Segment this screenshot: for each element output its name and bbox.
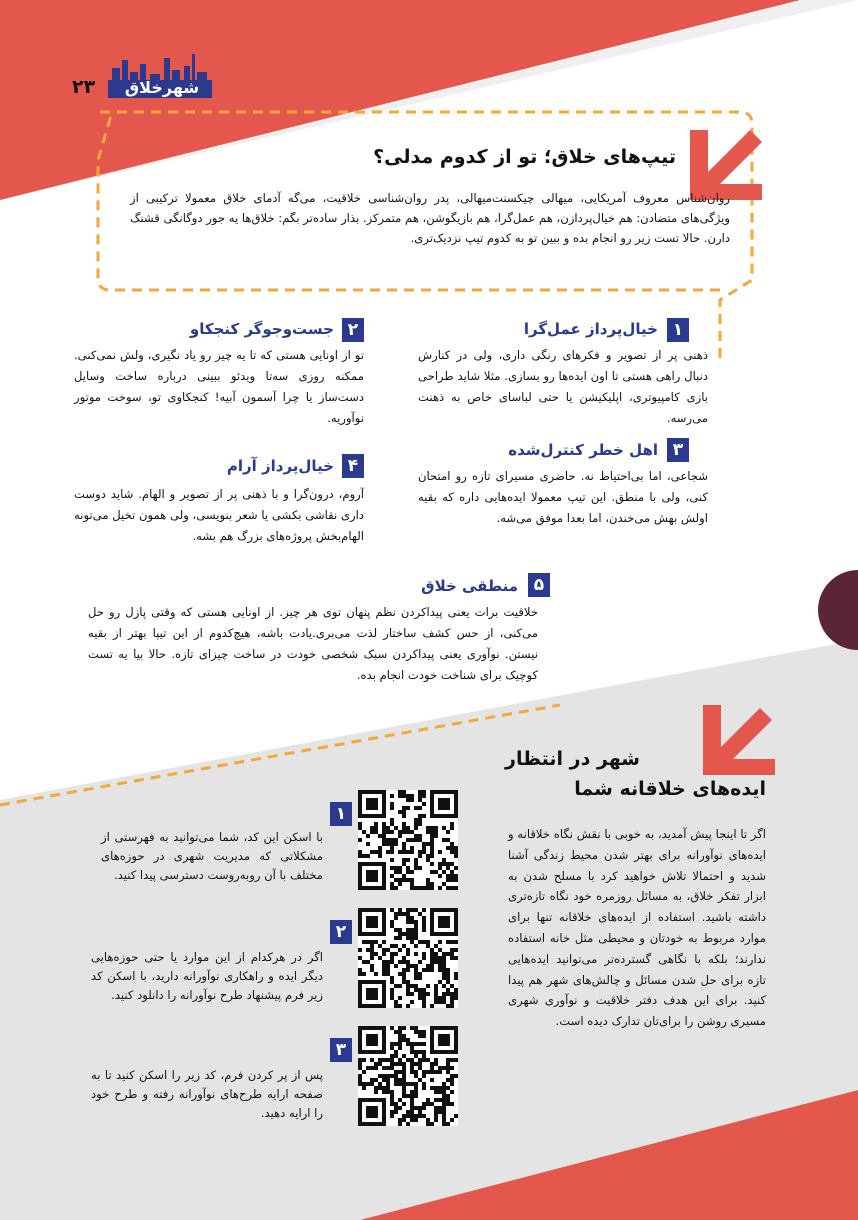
step-2-text: اگر در هرکدام از این موارد یا حتی حوزه‌هایی دیگر ایده و راهکاری نوآورانه دارید، با اسکن کد زیر فرم پیشنهاد طرح نوآورانه را دانلود کنید. [91,950,323,1002]
city-title-line2: ایده‌های خلاقانه شما [574,778,766,800]
type-3-number: ۳ [667,438,689,462]
type-1-number: ۱ [667,318,689,342]
type-1-title: خیال‌پرداز عمل‌گرا [523,320,658,338]
type-4-text: آروم، درون‌گرا و با ذهنی پر از تصویر و الهام. شاید دوست داری نقاشی بکشی یا شعر بنویسی، ولی همون تخیل می‌تونه الهام‌بخش پروژه‌های بزرگ هم بشه. [74,487,364,543]
page-number: ۲۳ [72,76,96,98]
step-3-number: ۳ [330,1038,352,1062]
type-3-title: اهل خطر کنترل‌شده [508,441,658,459]
step-3-text: پس از پر کردن فرم، کد زیر را اسکن کنید تا به صفحه ارایه طرح‌های نوآورانه رفته و طرح خود را ارایه دهید. [91,1068,323,1120]
qr-code-1[interactable] [358,790,458,890]
type-2-title: جست‌وجوگر کنجکاو [189,320,334,338]
type-5-text: خلاقیت برات یعنی پیداکردن نظم پنهان توی هر چیز. از اونایی هستی که وقتی پازل رو حل می‌کنی، از حس کشف ساختار لذت می‌بری.یادت باشه، هیچ‌کدوم از این تیپا بهتر از بقیه نیستن. نوآوری یعنی پیداکردن سبک شخصی خودت در ساخت چیزای تازه. حالا بیا یه تست کوچیک برای شناخت خودت انجام بده. [88,605,538,682]
type-2-number: ۲ [342,318,364,342]
city-body: اگر تا اینجا پیش آمدید، به خوبی با نقش نگاه خلاقانه و ایده‌های نوآورانه برای بهتر شدن محیط زندگی آشنا شدید و احتمالا تلاش خواهید کرد با مسلح شدن به ابزار تفکر خلاق، به مسائل روزمره خود نگاه تازه‌تری داشته باشید. استفاده از ایده‌های خلاقانه تنها برای موارد مربوط به خودتان و محیطی مثل خانه استفاده ندارند؛ بلکه با نگاهی گسترده‌تر می‌توانید ایده‌هایی تازه برای حل شدن مسائل و چالش‌های شهر هم پیدا کنید. برای این هدف دفتر خلاقیت و نوآوری شهری مسیری روشن را برای‌تان تدارک دیده است. [508,827,766,1029]
qr-code-3[interactable] [358,1026,458,1126]
qr-code-2[interactable] [358,908,458,1008]
quiz-title: تیپ‌های خلاق؛ تو از کدوم مدلی؟ [373,146,676,168]
type-4-title: خیال‌پرداز آرام [226,457,334,475]
step-2-number: ۲ [330,920,352,944]
type-1-text: ذهنی پر از تصویر و فکرهای رنگی داری، ولی در کنارش دنبال راهی هستی تا اون ایده‌ها رو بسازی. مثلا شاید طراحی بازی کامپیوتری، اپلیکیشن یا حتی لباسای خاص به ذهنت می‌رسه. [418,348,708,425]
quiz-intro: روان‌شناس معروف آمریکایی، میهالی چیکسنت‌میهالی، پدر روان‌شناسی خلاقیت، می‌گه آدمای خلاق معمولا ترکیبی از ویژگی‌های متضادن: هم خیال‌پردازن، هم عمل‌گرا، هم بازیگوشن، هم متمرکز. بذار ساده‌تر بگم: خلاق‌ها یه جور دوگانگی قشنگ دارن. حالا تست زیر رو انجام بده و ببین تو به کدوم تیپ نزدیک‌تری. [130,191,730,245]
step-1-text: با اسکن این کد، شما می‌توانید به فهرستی از مشکلاتی که مدیریت شهری در حوزه‌های مختلف با آن روبه‌روست دسترسی پیدا کنید. [101,830,323,882]
step-1-number: ۱ [330,802,352,826]
header-logo [98,50,218,100]
type-3-text: شجاعی، اما بی‌احتیاط نه. حاضری مسیرای تازه رو امتحان کنی، ولی با منطق. این تیپ معمولا ایده‌هایی داره که بقیه اولش بهش می‌خندن، اما بعدا موفق می‌شه. [418,469,708,525]
city-title-line1: شهر در انتظار [505,748,640,770]
type-5-number: ۵ [528,573,550,597]
type-2-text: تو از اونایی هستی که تا یه چیز رو یاد نگیری، ولش نمی‌کنی. ممکنه روزی سه‌تا ویدئو ببینی درباره ساخت وسایل دست‌ساز یا چرا آسمون آبیه! کنجکاوی تو، سوخت موتور نوآوریه. [74,348,364,425]
type-5-title: منطقی خلاق [421,577,518,595]
type-4-number: ۴ [342,454,364,478]
logo-text: شهرخلاق [124,78,200,97]
